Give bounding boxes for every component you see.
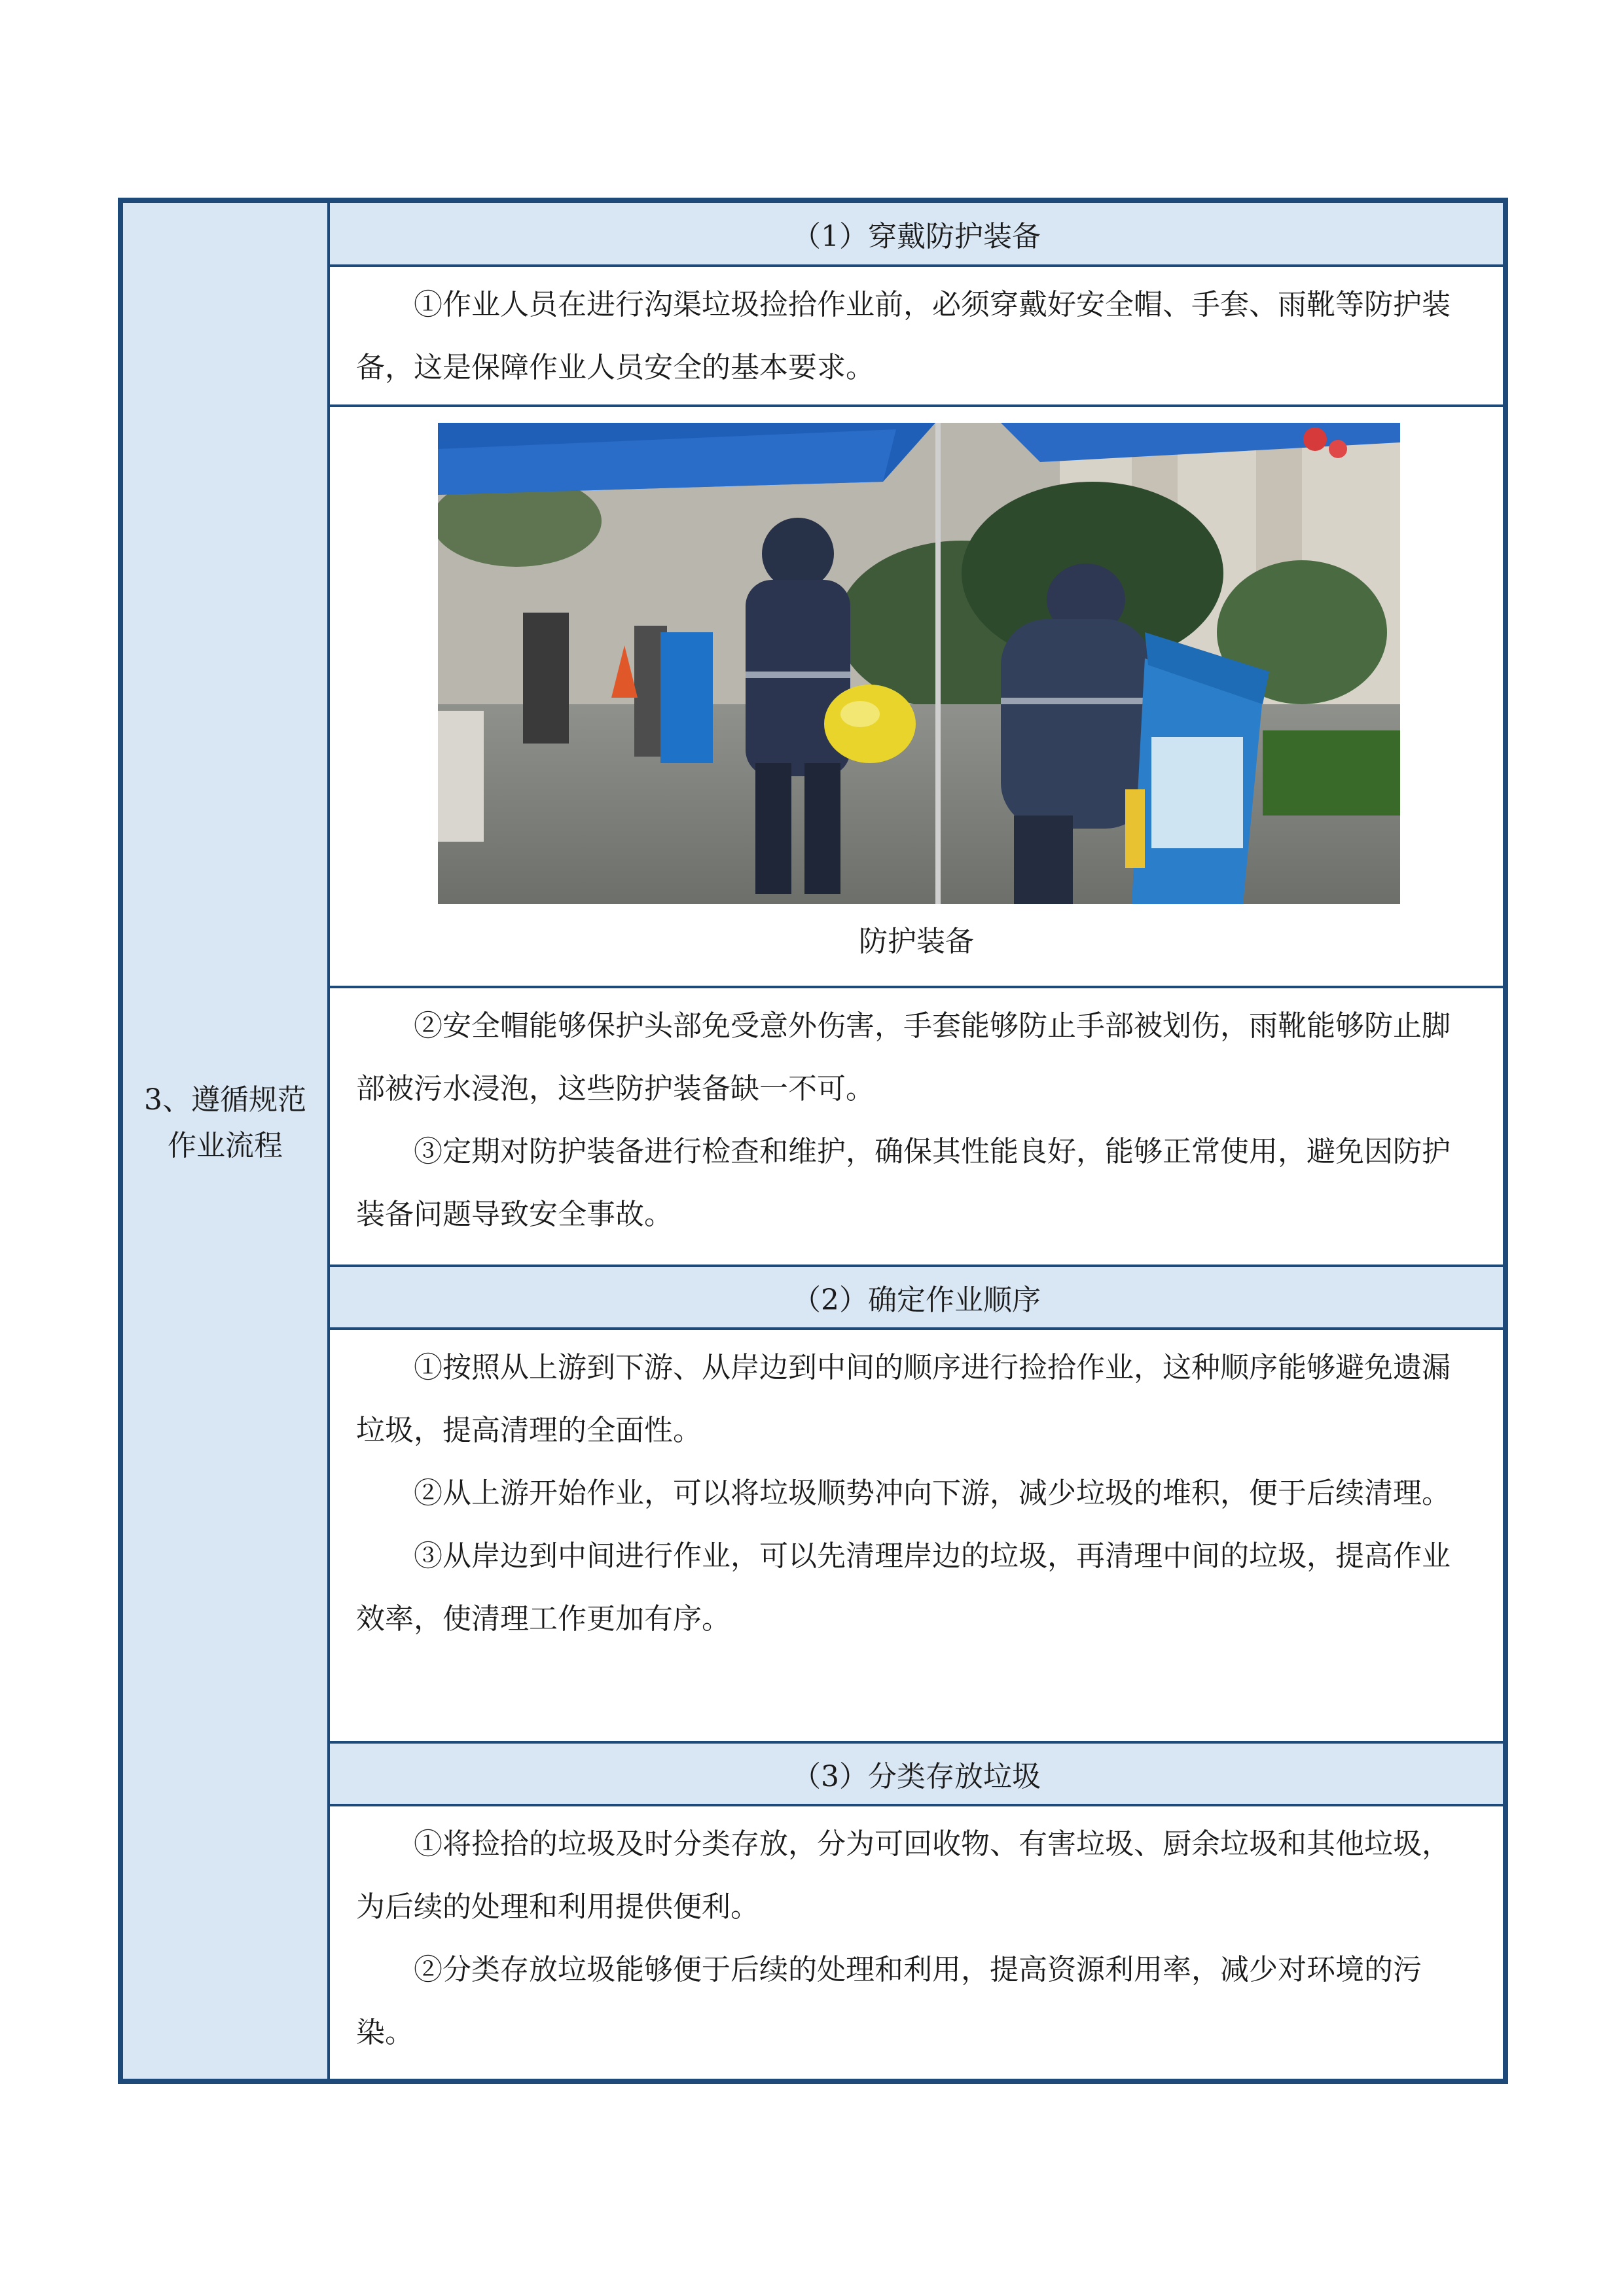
section-1-heading xyxy=(330,203,1503,267)
section-1-paragraph-2: ②安全帽能够保护头部免受意外伤害，手套能够防止手部被划伤，雨靴能够防止脚部被污水浸泡，这些防护装备缺一不可。 xyxy=(356,1009,1451,1105)
section-2-paragraph-3: ③从岸边到中间进行作业，可以先清理岸边的垃圾，再清理中间的垃圾，提高作业效率，使清理工作更加有序。 xyxy=(356,1539,1451,1636)
section-label-cell xyxy=(123,203,330,2079)
section-2-heading xyxy=(330,1267,1503,1330)
workers-illustration xyxy=(438,423,1400,904)
section-1-heading-text: （1）穿戴防护装备 xyxy=(792,220,1041,253)
section-2-paragraph-2: ②从上游开始作业，可以将垃圾顺势冲向下游，减少垃圾的堆积，便于后续清理。 xyxy=(414,1477,1451,1510)
section-3-paragraph-1: ①将捡拾的垃圾及时分类存放，分为可回收物、有害垃圾、厨余垃圾和其他垃圾，为后续的处理和利用提供便利。 xyxy=(356,1827,1451,1924)
content-column xyxy=(330,203,1503,2079)
section-2-paragraph-1: ①按照从上游到下游、从岸边到中间的顺序进行捡拾作业，这种顺序能够避免遗漏垃圾，提高清理的全面性。 xyxy=(356,1351,1451,1447)
section-3-heading xyxy=(330,1744,1503,1806)
section-label: 3、遵循规范作业流程 xyxy=(144,1083,306,1162)
section-2-paragraphs-cell xyxy=(330,1330,1503,1744)
section-3-paragraphs-cell xyxy=(330,1806,1503,2079)
figure-cell xyxy=(330,407,1503,988)
section-3-heading-text: （3）分类存放垃圾 xyxy=(792,1760,1041,1793)
section-1-paragraph-1-cell xyxy=(330,267,1503,407)
procedure-table xyxy=(118,198,1508,2084)
section-2-heading-text: （2）确定作业顺序 xyxy=(792,1283,1041,1317)
figure-caption: 防护装备 xyxy=(859,925,974,958)
section-1-paragraph-3: ③定期对防护装备进行检查和维护，确保其性能良好，能够正常使用，避免因防护装备问题导致安全事故。 xyxy=(356,1135,1451,1231)
section-1-paragraphs-cell xyxy=(330,988,1503,1267)
section-1-paragraph-1: ①作业人员在进行沟渠垃圾捡拾作业前，必须穿戴好安全帽、手套、雨靴等防护装备，这是保障作业人员安全的基本要求。 xyxy=(356,288,1451,384)
protective-gear-photo xyxy=(438,423,1400,904)
section-3-paragraph-2: ②分类存放垃圾能够便于后续的处理和利用，提高资源利用率，减少对环境的污染。 xyxy=(356,1953,1422,2049)
